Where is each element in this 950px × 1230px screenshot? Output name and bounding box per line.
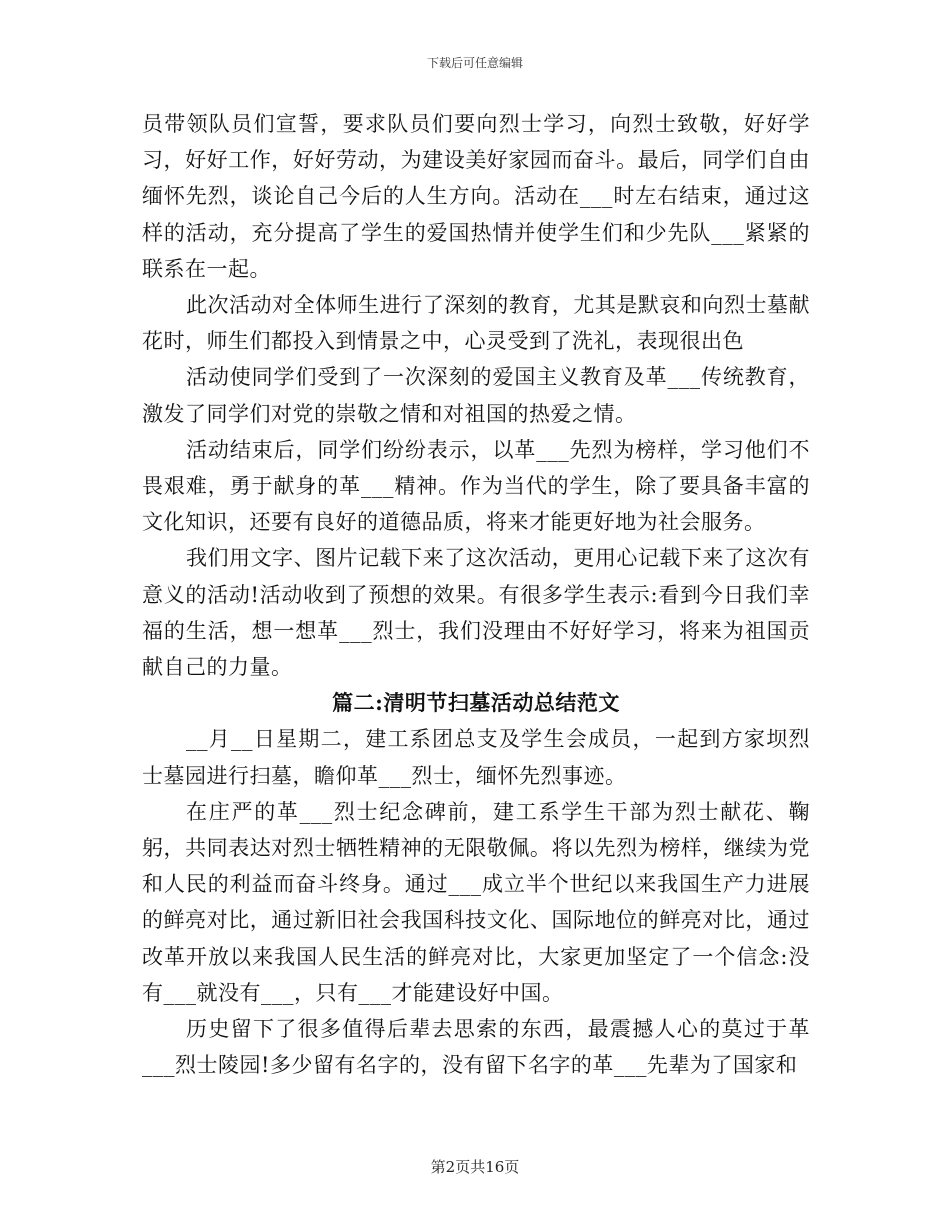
document-body	[142, 106, 810, 1083]
paragraph-5: 我们用文字、图片记载下来了这次活动，更用心记载下来了这次有意义的活动!活动收到了预想的效果。有很多学生表示:看到今日我们幸福的生活，想一想革___烈士，我们没理由不好好学习，将来为祖国贡献自己的力量。	[142, 546, 810, 680]
paragraph-3: 活动使同学们受到了一次深刻的爱国主义教育及革___传统教育，激发了同学们对党的崇敬之情和对祖国的热爱之情。	[142, 365, 810, 426]
page-header: 下载后可任意编辑	[426, 56, 523, 70]
section-title: 篇二:清明节扫墓活动总结范文	[332, 690, 620, 716]
section2-paragraph-3: 历史留下了很多值得后辈去思索的东西，最震撼人心的莫过于革___烈士陵园!多少留有名字的，没有留下名字的革___先辈为了国家和	[142, 1017, 810, 1078]
paragraph-4: 活动结束后，同学们纷纷表示，以革___先烈为榜样，学习他们不畏艰难，勇于献身的革___精神。作为当代的学生，除了要具备丰富的文化知识，还要有良好的道德品质，将来才能更好地为社会服务。	[142, 437, 810, 535]
paragraph-1: 员带领队员们宣誓，要求队员们要向烈士学习，向烈士致敬，好好学习，好好工作，好好劳动，为建设美好家园而奋斗。最后，同学们自由缅怀先烈，谈论自己今后的人生方向。活动在___时左右结束，通过这样的活动，充分提高了学生的爱国热情并使学生们和少先队___紧紧的联系在一起。	[142, 112, 810, 281]
section2-paragraph-1: __月__日星期二，建工系团总支及学生会成员，一起到方家坝烈士墓园进行扫墓，瞻仰革___烈士，缅怀先烈事迹。	[142, 727, 810, 788]
section2-paragraph-2: 在庄严的革___烈士纪念碑前，建工系学生干部为烈士献花、鞠躬，共同表达对烈士牺牲精神的无限敬佩。将以先烈为榜样，继续为党和人民的利益而奋斗终身。通过___成立半个世纪以来我国生产力进展的鲜亮对比，通过新旧社会我国科技文化、国际地位的鲜亮对比，通过改革开放以来我国人民生活的鲜亮对比，大家更加坚定了一个信念:没有___就没有___，只有___才能建设好中国。	[142, 799, 810, 1005]
paragraph-2: 此次活动对全体师生进行了深刻的教育，尤其是默哀和向烈士墓献花时，师生们都投入到情景之中，心灵受到了洗礼，表现很出色	[142, 293, 810, 354]
page-footer: 第2页共16页	[430, 1158, 520, 1176]
